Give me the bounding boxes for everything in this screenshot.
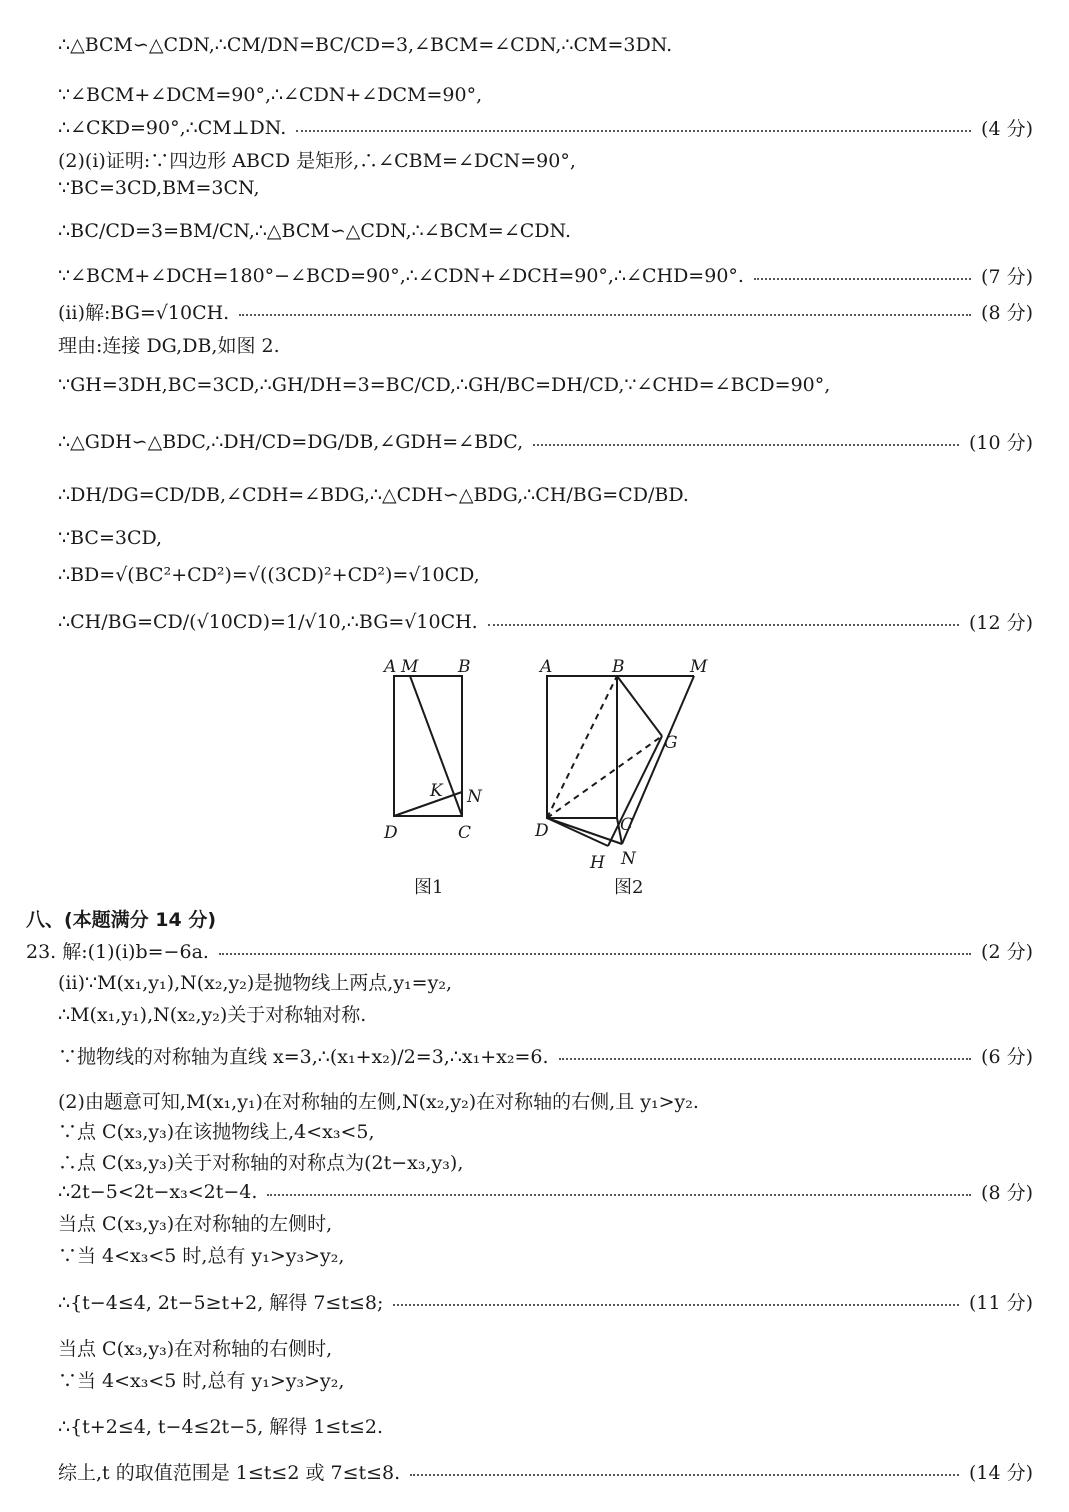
label-c: C bbox=[458, 823, 472, 843]
solution-line: (ⅱ)解:BG=√10CH. (8 分) bbox=[58, 298, 1033, 325]
q23-line: 23. 解:(1)(i)b=−6a. (2 分) bbox=[26, 937, 1033, 964]
solution-line: ∵∠BCM+∠DCM=90°,∴∠CDN+∠DCM=90°, bbox=[58, 84, 483, 106]
score-label: (7 分) bbox=[981, 266, 1033, 288]
label-m: M bbox=[401, 657, 419, 677]
score-label: (6 分) bbox=[981, 1046, 1033, 1068]
solution-line: ∵∠BCM+∠DCH=180°−∠BCD=90°,∴∠CDN+∠DCH=90°,∴∠CHD=90°. (7 分) bbox=[58, 262, 1033, 289]
geometry-figures bbox=[370, 650, 730, 900]
label-m: M bbox=[690, 657, 708, 677]
label-b: B bbox=[612, 657, 625, 677]
figure-2-caption: 图2 bbox=[614, 877, 644, 898]
score-label: (14 分) bbox=[968, 1462, 1033, 1484]
score-label: (8 分) bbox=[981, 302, 1033, 324]
dot-leader bbox=[410, 1474, 959, 1476]
dot-leader bbox=[219, 953, 971, 955]
dot-leader bbox=[267, 1194, 971, 1196]
solution-line: ∴∠CKD=90°,∴CM⊥DN. (4 分) bbox=[58, 114, 1033, 141]
q23-line: ∴点 C(x₃,y₃)关于对称轴的对称点为(2t−x₃,y₃), bbox=[58, 1152, 464, 1174]
solution-line: 理由:连接 DG,DB,如图 2. bbox=[58, 335, 280, 357]
dot-leader bbox=[559, 1058, 971, 1060]
dot-leader bbox=[533, 444, 959, 446]
solution-line: ∴BC/CD=3=BM/CN,∴△BCM∽△CDN,∴∠BCM=∠CDN. bbox=[58, 220, 571, 242]
q23-line: (ii)∵M(x₁,y₁),N(x₂,y₂)是抛物线上两点,y₁=y₂, bbox=[58, 972, 452, 994]
figure-1-caption: 图1 bbox=[414, 877, 444, 898]
q23-line: (2)由题意可知,M(x₁,y₁)在对称轴的左侧,N(x₂,y₂)在对称轴的右侧,且 y₁>y₂. bbox=[58, 1091, 699, 1113]
q23-line: 当点 C(x₃,y₃)在对称轴的左侧时, bbox=[58, 1213, 333, 1235]
q23-line: ∴{t−4≤4, 2t−5≥t+2, 解得 7≤t≤8; (11 分) bbox=[58, 1288, 1033, 1315]
label-d: D bbox=[384, 823, 398, 843]
dot-leader bbox=[754, 278, 971, 280]
score-label: (11 分) bbox=[968, 1292, 1033, 1314]
q23-line: ∴{t+2≤4, t−4≤2t−5, 解得 1≤t≤2. bbox=[58, 1416, 384, 1438]
solution-line: (2)(ⅰ)证明:∵四边形 ABCD 是矩形,∴∠CBM=∠DCN=90°, bbox=[58, 150, 576, 172]
figure-1 bbox=[394, 676, 462, 816]
label-b: B bbox=[458, 657, 471, 677]
label-h: H bbox=[590, 853, 605, 873]
q23-line: 综上,t 的取值范围是 1≤t≤2 或 7≤t≤8. (14 分) bbox=[58, 1458, 1033, 1485]
label-a: A bbox=[384, 657, 397, 677]
solution-line: ∵BC=3CD, bbox=[58, 527, 163, 549]
q23-line: ∵当 4<x₃<5 时,总有 y₁>y₃>y₂, bbox=[58, 1370, 345, 1392]
dot-leader bbox=[488, 624, 959, 626]
label-d: D bbox=[535, 821, 549, 841]
label-n: N bbox=[621, 849, 636, 869]
label-n: N bbox=[467, 787, 482, 807]
score-label: (8 分) bbox=[981, 1182, 1033, 1204]
label-a: A bbox=[540, 657, 553, 677]
score-label: (4 分) bbox=[981, 118, 1033, 140]
section-title: 八、(本题满分 14 分) bbox=[26, 909, 217, 931]
segment-bg bbox=[617, 676, 662, 736]
dot-leader bbox=[296, 130, 971, 132]
q23-line: ∵抛物线的对称轴为直线 x=3,∴(x₁+x₂)/2=3,∴x₁+x₂=6. (6 分) bbox=[58, 1042, 1033, 1069]
solution-line: ∴BD=√(BC²+CD²)=√((3CD)²+CD²)=√10CD, bbox=[58, 564, 480, 586]
solution-line: ∴△BCM∽△CDN,∴CM/DN=BC/CD=3,∠BCM=∠CDN,∴CM=3DN. bbox=[58, 34, 673, 56]
dot-leader bbox=[393, 1304, 959, 1306]
score-label: (12 分) bbox=[968, 612, 1033, 634]
solution-line: ∴DH/DG=CD/DB,∠CDH=∠BDG,∴△CDH∽△BDG,∴CH/BG=CD/BD. bbox=[58, 484, 689, 506]
q23-line: 当点 C(x₃,y₃)在对称轴的右侧时, bbox=[58, 1338, 333, 1360]
solution-line: ∵BC=3CD,BM=3CN, bbox=[58, 177, 260, 199]
q23-line: ∵点 C(x₃,y₃)在该抛物线上,4<x₃<5, bbox=[58, 1121, 375, 1143]
dot-leader bbox=[239, 314, 971, 316]
q23-line: ∴2t−5<2t−x₃<2t−4. (8 分) bbox=[58, 1178, 1033, 1205]
q23-line: ∴M(x₁,y₁),N(x₂,y₂)关于对称轴对称. bbox=[58, 1004, 367, 1026]
solution-line: ∴△GDH∽△BDC,∴DH/CD=DG/DB,∠GDH=∠BDC, (10 分) bbox=[58, 428, 1033, 455]
segment-dg-dashed bbox=[547, 736, 662, 818]
label-c: C bbox=[620, 815, 634, 835]
score-label: (10 分) bbox=[968, 432, 1033, 454]
q23-line: ∵当 4<x₃<5 时,总有 y₁>y₃>y₂, bbox=[58, 1245, 345, 1267]
segment-dn bbox=[394, 792, 462, 816]
solution-line: ∵GH=3DH,BC=3CD,∴GH/DH=3=BC/CD,∴GH/BC=DH/CD,∵∠CHD=∠BCD=90°, bbox=[58, 374, 831, 396]
segment-db-dashed bbox=[547, 676, 617, 818]
label-g: G bbox=[664, 733, 678, 753]
score-label: (2 分) bbox=[981, 941, 1033, 963]
solution-line: ∴CH/BG=CD/(√10CD)=1/√10,∴BG=√10CH. (12 分) bbox=[58, 608, 1033, 635]
label-k: K bbox=[430, 781, 443, 801]
